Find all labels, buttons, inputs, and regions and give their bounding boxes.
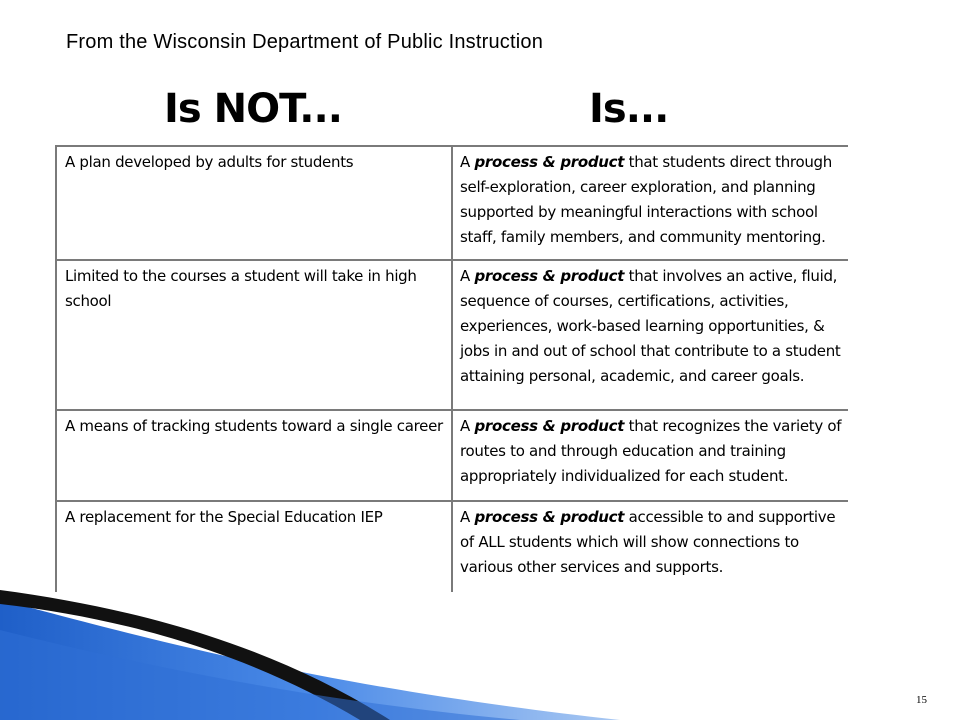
comparison-table bbox=[55, 145, 848, 592]
decorative-swoosh bbox=[0, 590, 960, 720]
is-cell bbox=[452, 146, 848, 260]
emphasis-text: process & product bbox=[474, 153, 625, 171]
is-prefix: A bbox=[460, 267, 475, 285]
is-prefix: A bbox=[460, 153, 475, 171]
is-prefix: A bbox=[460, 417, 475, 435]
emphasis-text: process & product bbox=[474, 417, 625, 435]
is-not-cell: A means of tracking students toward a single career bbox=[56, 410, 452, 501]
is-not-cell: A plan developed by adults for students bbox=[56, 146, 452, 260]
table-row bbox=[56, 146, 848, 260]
is-cell bbox=[452, 260, 848, 410]
page-number: 15 bbox=[916, 694, 927, 706]
table-row bbox=[56, 410, 848, 501]
is-prefix: A bbox=[460, 508, 475, 526]
emphasis-text: process & product bbox=[474, 267, 625, 285]
table-row bbox=[56, 260, 848, 410]
is-description: that students direct through self-exploration, career exploration, and planning supported by meaningful interactions with school staff, family members, and community mentoring. bbox=[460, 153, 832, 246]
is-not-cell: A replacement for the Special Education IEP bbox=[56, 501, 452, 592]
is-description: that involves an active, fluid, sequence of courses, certifications, activities, experiences, work-based learning opportunities, & jobs in and out of school that contribute to a student attaining personal, academic, and career goals. bbox=[460, 267, 841, 385]
table-row bbox=[56, 501, 848, 592]
is-cell bbox=[452, 410, 848, 501]
is-cell bbox=[452, 501, 848, 592]
is-not-heading: Is NOT... bbox=[164, 86, 342, 132]
is-description: accessible to and supportive of ALL students which will show connections to various other services and supports. bbox=[460, 508, 836, 576]
is-heading: Is... bbox=[589, 86, 669, 132]
is-description: that recognizes the variety of routes to and through education and training appropriately individualized for each student. bbox=[460, 417, 842, 485]
emphasis-text: process & product bbox=[474, 508, 625, 526]
is-not-cell: Limited to the courses a student will take in high school bbox=[56, 260, 452, 410]
source-attribution: From the Wisconsin Department of Public Instruction bbox=[66, 31, 544, 53]
